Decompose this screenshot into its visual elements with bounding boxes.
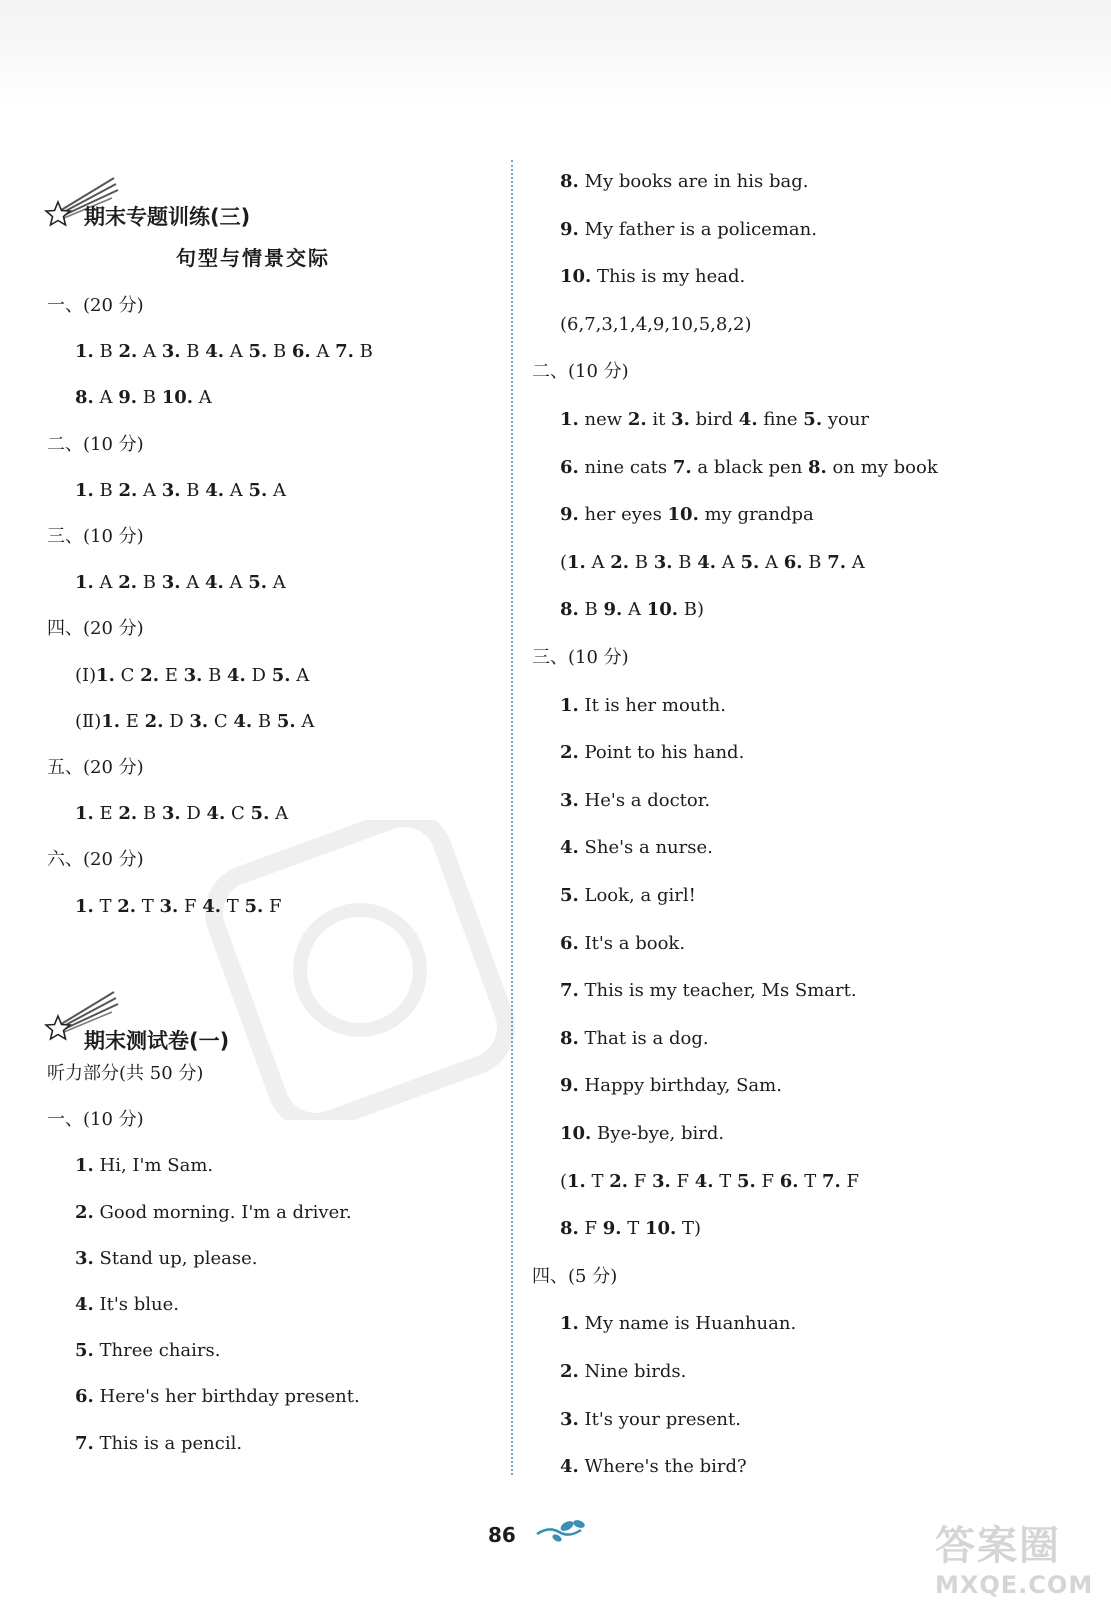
answer-line: 1. A 2. B 3. A 4. A 5. A xyxy=(75,572,286,594)
answer-line: 9. her eyes 10. my grandpa xyxy=(560,504,814,526)
answer-line: 9. My father is a policeman. xyxy=(560,218,817,240)
answer-line: 3. It's your present. xyxy=(560,1408,741,1430)
answer-line: 10. This is my head. xyxy=(560,266,746,288)
question-header: 三、(10 分) xyxy=(47,526,144,547)
question-header: 四、(20 分) xyxy=(47,618,144,640)
answer-line: 8. My books are in his bag. xyxy=(560,171,809,192)
answer-line: 2. Good morning. I'm a driver. xyxy=(75,1201,352,1223)
answer-line: 2. Nine birds. xyxy=(560,1361,687,1382)
answer-line: (Ⅱ)1. E 2. D 3. C 4. B 5. A xyxy=(75,710,315,732)
answer-line: 7. This is my teacher, Ms Smart. xyxy=(560,980,857,1002)
section-title-final-test: 期末测试卷(一) xyxy=(84,1029,230,1053)
answer-line: 5. Look, a girl! xyxy=(560,885,696,906)
answer-line: (Ⅰ)1. C 2. E 3. B 4. D 5. A xyxy=(75,664,310,686)
answer-line: 1. My name is Huanhuan. xyxy=(560,1313,797,1335)
question-header: 一、(10 分) xyxy=(47,1109,144,1131)
leaf-ornament-icon xyxy=(535,1516,595,1546)
answer-line: 1. It is her mouth. xyxy=(560,694,726,716)
answer-line: 3. Stand up, please. xyxy=(75,1247,258,1269)
answer-line: 8. B 9. A 10. B) xyxy=(560,599,705,621)
site-watermark xyxy=(935,1514,1105,1599)
answer-line: 4. She's a nurse. xyxy=(560,837,713,859)
answer-line: 6. Here's her birthday present. xyxy=(75,1386,360,1408)
page-number: 86 xyxy=(488,1523,516,1547)
question-header: 三、(10 分) xyxy=(532,647,629,668)
answer-line: 6. It's a book. xyxy=(560,932,686,954)
section-subtitle: 句型与情景交际 xyxy=(176,246,330,270)
question-header: 二、(10 分) xyxy=(47,433,144,455)
question-header: 一、(20 分) xyxy=(47,295,144,316)
answer-line: 8. F 9. T 10. T) xyxy=(560,1218,702,1240)
answer-line: 9. Happy birthday, Sam. xyxy=(560,1075,782,1097)
answer-line: 4. Where's the bird? xyxy=(560,1456,747,1478)
question-header: 四、(5 分) xyxy=(532,1265,618,1287)
column-divider xyxy=(511,160,513,1475)
question-header: 五、(20 分) xyxy=(47,757,144,778)
watermark-logo-text: 答案圈 xyxy=(935,1523,1061,1569)
background-watermark-graphic xyxy=(200,820,520,1120)
answer-line: (1. A 2. B 3. B 4. A 5. A 6. B 7. A xyxy=(560,551,865,573)
answer-line: 8. A 9. B 10. A xyxy=(75,387,212,409)
answer-line: 2. Point to his hand. xyxy=(560,742,745,764)
question-header: 六、(20 分) xyxy=(47,849,144,871)
question-header: 二、(10 分) xyxy=(532,361,629,383)
section-title-final-training: 期末专题训练(三) xyxy=(84,205,251,229)
answer-line: 3. He's a doctor. xyxy=(560,789,711,811)
answer-line: 7. This is a pencil. xyxy=(75,1432,243,1454)
answer-line: 4. It's blue. xyxy=(75,1294,180,1315)
answer-line: 10. Bye-bye, bird. xyxy=(560,1123,725,1144)
answer-line: 1. B 2. A 3. B 4. A 5. A xyxy=(75,479,286,501)
answer-line: 8. That is a dog. xyxy=(560,1027,709,1049)
answer-line: (1. T 2. F 3. F 4. T 5. F 6. T 7. F xyxy=(560,1170,859,1192)
answer-line: 1. T 2. T 3. F 4. T 5. F xyxy=(75,895,282,917)
answer-line: 6. nine cats 7. a black pen 8. on my book xyxy=(560,456,938,478)
watermark-url: MXQE.COM xyxy=(935,1571,1094,1599)
answer-line: 1. Hi, I'm Sam. xyxy=(75,1155,214,1177)
answer-line: 1. E 2. B 3. D 4. C 5. A xyxy=(75,803,289,825)
answer-line: 1. new 2. it 3. bird 4. fine 5. your xyxy=(560,409,870,430)
answer-line: 1. B 2. A 3. B 4. A 5. B 6. A 7. B xyxy=(75,341,373,363)
question-header: 听力部分(共 50 分) xyxy=(47,1063,204,1084)
answer-line: 5. Three chairs. xyxy=(75,1340,221,1362)
answer-line: (6,7,3,1,4,9,10,5,8,2) xyxy=(560,313,752,335)
page-top-shadow xyxy=(0,0,1111,110)
